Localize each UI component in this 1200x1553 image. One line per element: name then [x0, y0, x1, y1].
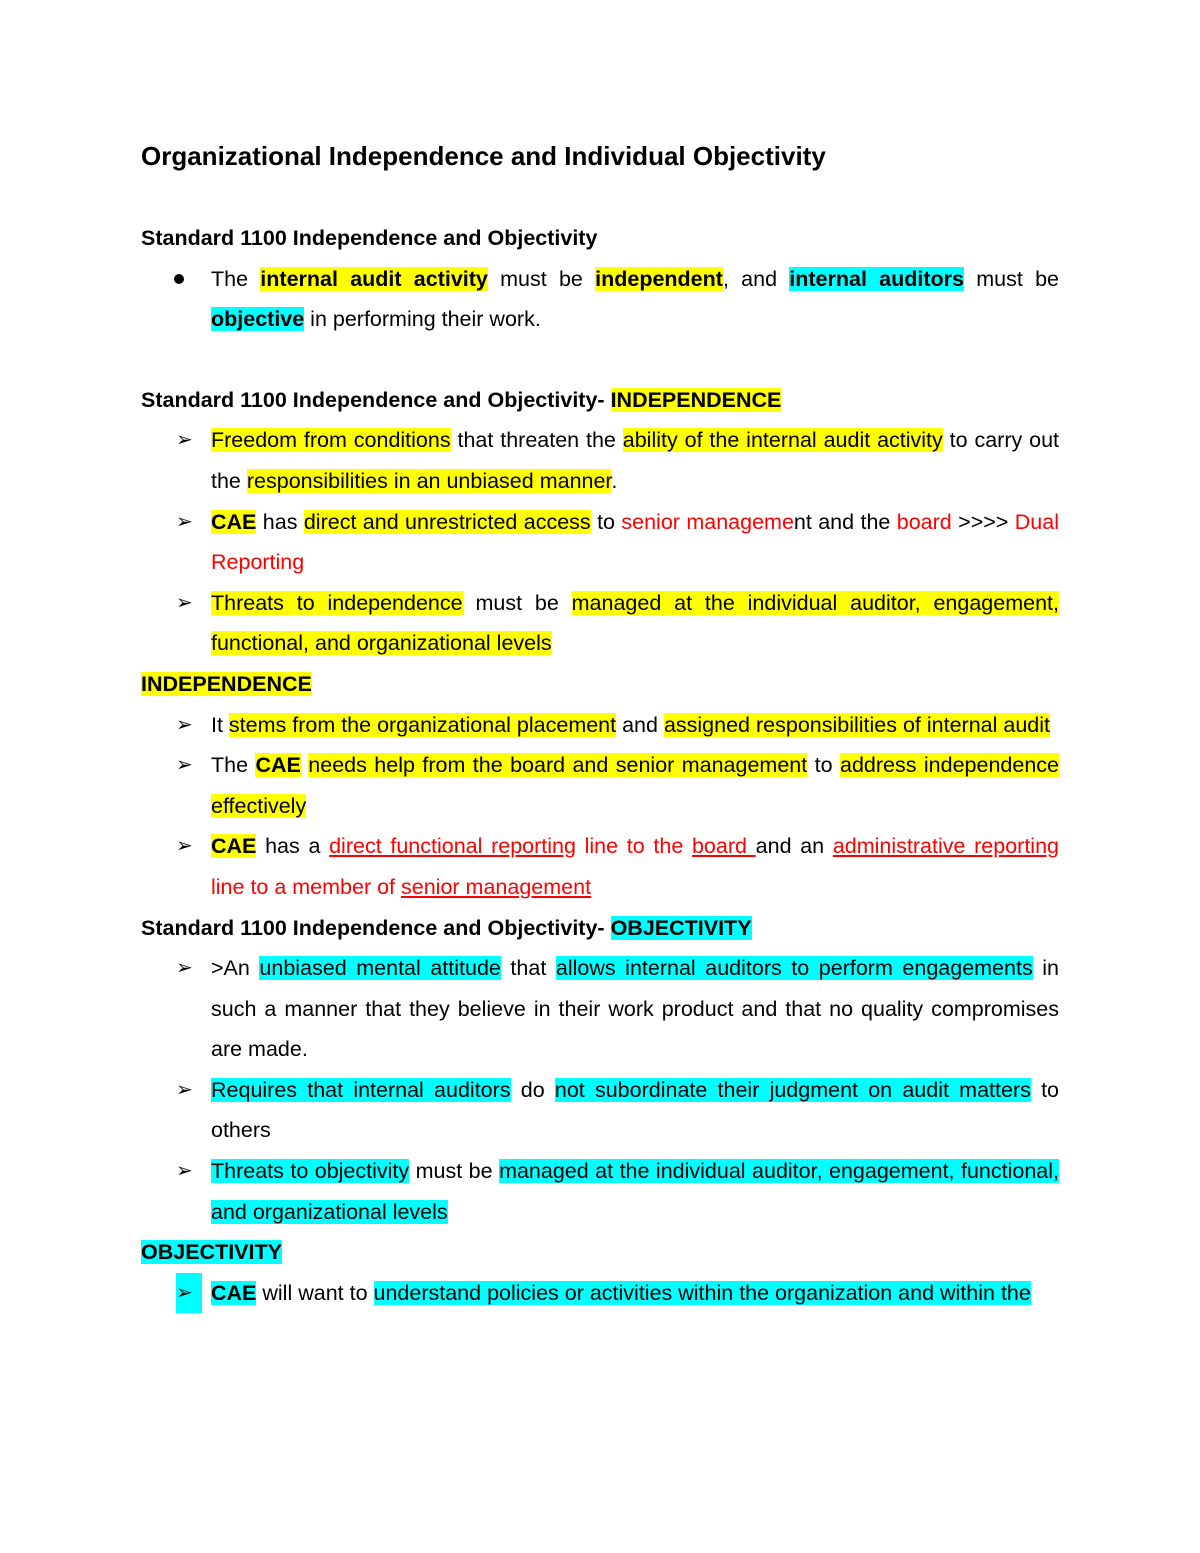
- text-run: to: [590, 509, 622, 534]
- red-underlined-text: administrative reporting: [832, 834, 1060, 859]
- text-run: do: [510, 1077, 555, 1102]
- list-item: [141, 259, 1059, 340]
- highlight-yellow: INDEPENDENCE: [610, 387, 782, 412]
- text-run: must be: [462, 590, 572, 615]
- highlight-yellow: INDEPENDENCE: [141, 671, 312, 696]
- arrow-bullet-icon: ➢: [176, 1273, 202, 1314]
- heading-text: Standard 1100 Independence and Objectivity-: [141, 915, 611, 940]
- text-run: must be: [409, 1159, 500, 1184]
- arrow-bullet-icon: ➢: [176, 1078, 193, 1101]
- highlight-cyan: managed at the individual auditor, engagement, functional, and organizational levels: [211, 1159, 1059, 1224]
- arrow-bullet-icon: ➢: [176, 510, 193, 533]
- text-run: has: [256, 509, 304, 534]
- highlight-cyan: internal auditors: [789, 266, 964, 291]
- highlight-cyan: objective: [211, 307, 305, 332]
- highlight-yellow: Threats to independence: [211, 590, 463, 615]
- highlight-yellow: CAE: [255, 753, 301, 778]
- arrow-bullet-icon: ➢: [176, 591, 193, 614]
- list-item: [141, 420, 1059, 501]
- highlight-cyan: understand policies or activities within the organization and within the: [373, 1280, 1031, 1305]
- text-run: must be: [964, 266, 1059, 291]
- list-item: [141, 826, 1059, 907]
- spacer: [141, 340, 1059, 380]
- text-run: .: [611, 468, 618, 493]
- list-item: [141, 705, 1059, 746]
- section-1-list: [141, 259, 1059, 340]
- highlight-yellow: independent: [595, 266, 723, 291]
- highlight-yellow: direct and unrestricted access: [303, 509, 591, 534]
- list-item: [141, 948, 1059, 1070]
- list-item: [141, 1070, 1059, 1151]
- section-heading-objectivity: [141, 908, 1059, 949]
- highlight-cyan: Requires that internal auditors: [211, 1077, 511, 1102]
- red-text: line to the: [575, 834, 692, 859]
- section-heading-independence: [141, 380, 1059, 421]
- highlight-cyan: CAE: [211, 1280, 257, 1305]
- highlight-cyan: OBJECTIVITY: [141, 1240, 282, 1265]
- highlight-cyan: Threats to objectivity: [211, 1159, 410, 1184]
- highlight-yellow: needs help from the board and senior management: [308, 753, 808, 778]
- text-run: and: [616, 712, 664, 737]
- list-item: [141, 502, 1059, 583]
- text-run: nt and the: [793, 509, 897, 534]
- section-3-list: [141, 705, 1059, 908]
- text-run: >>>>: [951, 509, 1015, 534]
- highlight-yellow: CAE: [211, 834, 257, 859]
- highlight-cyan: allows internal auditors to perform engagements: [555, 956, 1033, 981]
- arrow-bullet-icon: ➢: [176, 429, 193, 452]
- text-run: has a: [256, 834, 330, 859]
- text-run: , and: [722, 266, 790, 291]
- list-item: [141, 1151, 1059, 1232]
- text-run: that threaten the: [450, 428, 623, 453]
- text-run: >An: [211, 956, 260, 981]
- highlight-yellow: ability of the internal audit activity: [622, 428, 943, 453]
- arrow-bullet-icon: ➢: [176, 713, 193, 736]
- section-heading-objectivity-detail: [141, 1232, 1059, 1273]
- list-item: [141, 583, 1059, 664]
- heading-text: Standard 1100 Independence and Objectivity-: [141, 387, 611, 412]
- arrow-bullet-icon: ➢: [176, 754, 193, 777]
- highlight-yellow: responsibilities in an unbiased manner: [246, 468, 612, 493]
- arrow-bullet-icon: ➢: [176, 835, 193, 858]
- arrow-bullet-icon: ➢: [176, 1160, 193, 1183]
- section-heading-independence-detail: [141, 664, 1059, 705]
- text-run: to: [807, 753, 840, 778]
- text-run: that: [500, 956, 556, 981]
- arrow-bullet-icon: ➢: [176, 957, 193, 980]
- highlight-yellow: address independence effectively: [211, 753, 1060, 818]
- highlight-yellow: Freedom from conditions: [211, 428, 451, 453]
- text-run: and an: [755, 834, 833, 859]
- text-run: in such a manner that they believe in their work product and that no quality compromises are made.: [211, 956, 1059, 1062]
- red-text: Dual Reporting: [211, 509, 1059, 575]
- section-5-list: [141, 1273, 1059, 1314]
- bullet-dot-icon: [174, 274, 184, 284]
- red-text: senior manageme: [621, 509, 794, 534]
- highlight-yellow: stems from the organizational placement: [228, 712, 617, 737]
- text-run: to carry out the: [211, 428, 1060, 493]
- section-2-list: [141, 420, 1059, 664]
- red-text: board: [896, 509, 952, 534]
- red-underlined-text: board: [691, 834, 756, 859]
- highlight-yellow: assigned responsibilities of internal audit: [663, 712, 1050, 737]
- section-4-list: [141, 948, 1059, 1232]
- list-item: [141, 1273, 1059, 1314]
- highlight-yellow: internal audit activity: [260, 266, 488, 291]
- red-text: line to a member of: [211, 874, 402, 899]
- text-run: must be: [487, 266, 596, 291]
- document-body: [141, 136, 1059, 1313]
- highlight-cyan: OBJECTIVITY: [610, 915, 752, 940]
- list-item: [141, 745, 1059, 826]
- highlight-cyan: unbiased mental attitude: [259, 956, 501, 981]
- text-run: The: [211, 266, 261, 291]
- highlight-yellow: managed at the individual auditor, engagement, functional, and organizational levels: [211, 590, 1059, 656]
- text-run: The: [211, 753, 256, 778]
- red-underlined-text: senior management: [401, 874, 592, 899]
- text-run: will want to: [256, 1280, 374, 1305]
- text-run: to others: [211, 1077, 1059, 1143]
- page-title: Organizational Independence and Individual Objectivity: [141, 141, 826, 171]
- section-heading-standard-1100: Standard 1100 Independence and Objectivity: [141, 226, 598, 250]
- text-run: It: [211, 712, 229, 737]
- highlight-cyan: not subordinate their judgment on audit matters: [554, 1077, 1031, 1102]
- highlight-yellow: CAE: [211, 509, 257, 534]
- text-run: in performing their work.: [304, 307, 541, 332]
- red-underlined-text: direct functional reporting: [329, 834, 576, 859]
